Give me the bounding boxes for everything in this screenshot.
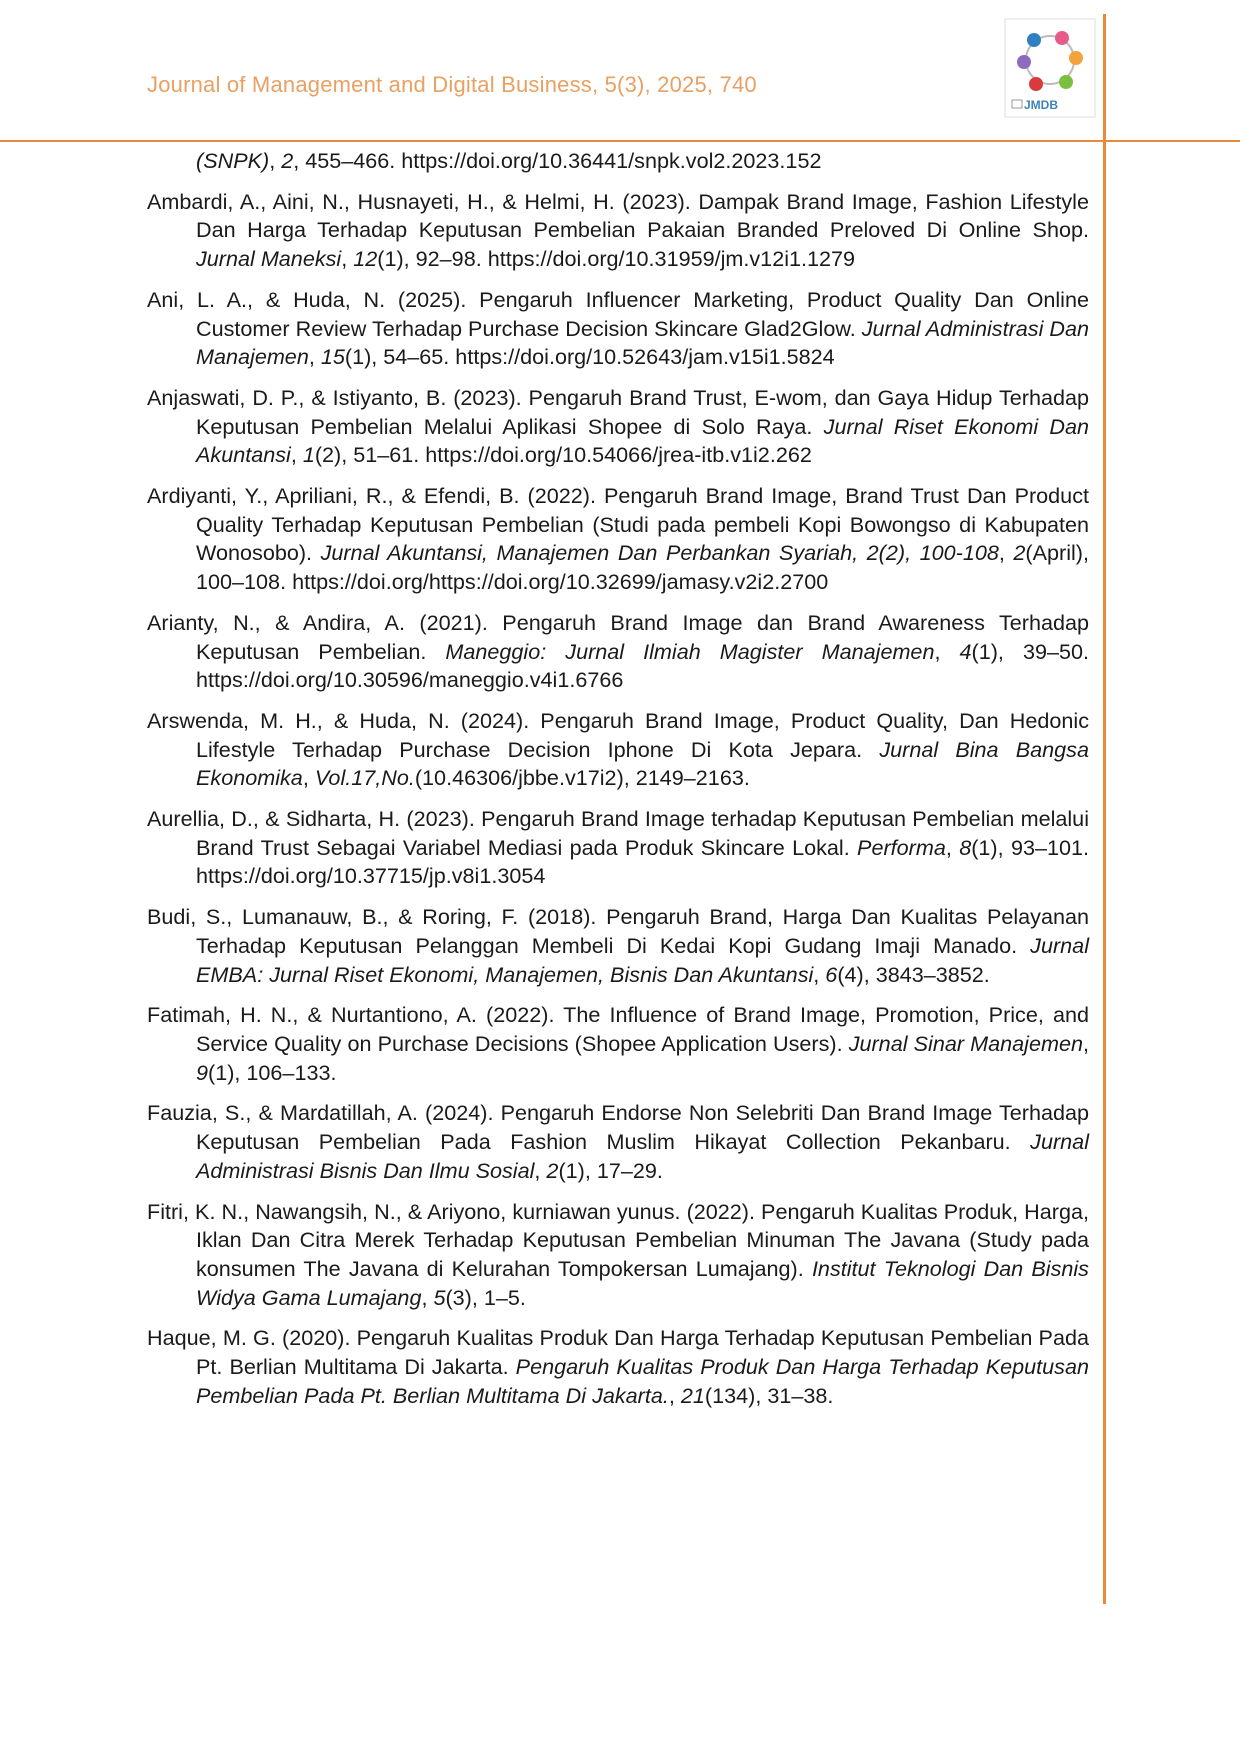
reference-text: Ani, L. A., & Huda, N. (2025). Pengaruh Influencer Marketing, Product Quality Dan Online Customer Review Terhadap Purchase Decision Skincare Glad2Glow. [147, 286, 1089, 341]
reference-list [147, 147, 1089, 1422]
reference-italic-text: 8 [959, 834, 972, 860]
reference-italic-text: 2 [1013, 540, 1026, 566]
reference-text: Ardiyanti, Y., Apriliani, R., & Efendi, B. (2022). Pengaruh Brand Image, Brand Trust Dan Product Quality Terhadap Keputusan Pembelian (Studi pada pembeli Kopi Bowongso di Kabupaten Wonosobo). [147, 483, 1089, 566]
reference-italic-text: Performa [857, 834, 946, 860]
reference-text: (1), 92–98. https://doi.org/10.31959/jm.v12i1.1279 [377, 246, 856, 272]
reference-text: , [813, 961, 826, 987]
reference-text: , [341, 246, 354, 272]
reference-italic-text: 21 [680, 1382, 705, 1408]
reference-text: Budi, S., Lumanauw, B., & Roring, F. (2018). Pengaruh Brand, Harga Dan Kualitas Pelayanan Terhadap Keputusan Pelanggan Membeli Di Kedai Kopi Gudang Imaji Manado. [147, 904, 1089, 958]
reference-text: , [934, 638, 960, 664]
reference-italic-text: Jurnal Maneksi [196, 246, 342, 272]
reference-text: Arswenda, M. H., & Huda, N. (2024). Pengaruh Brand Image, Product Quality, Dan Hedonic Lifestyle Terhadap Purchase Decision Iphone Di Kota Jepara. [147, 707, 1089, 762]
reference-text: (1), 17–29. [558, 1157, 663, 1183]
reference-italic-text: Jurnal Sinar Manajemen [848, 1030, 1083, 1056]
reference-entry [147, 286, 1089, 372]
reference-entry [147, 805, 1089, 891]
reference-text: , [269, 148, 282, 173]
reference-text: , [998, 540, 1014, 566]
reference-italic-text: 15 [320, 344, 345, 370]
reference-text: , [534, 1157, 547, 1183]
reference-italic-text: Jurnal Administrasi Dan Manajemen [196, 315, 1089, 370]
reference-text: (4), 3843–3852. [837, 961, 990, 987]
journal-header-title: Journal of Management and Digital Business, 5(3), 2025, 740 [147, 72, 757, 97]
reference-text: Arianty, N., & Andira, A. (2021). Pengaruh Brand Image dan Brand Awareness Terhadap Keputusan Pembelian. [147, 609, 1089, 664]
reference-entry [147, 482, 1089, 597]
reference-text: , [302, 765, 315, 791]
reference-text: (134), 31–38. [704, 1382, 834, 1408]
reference-text: (3), 1–5. [445, 1284, 526, 1310]
reference-text: , 455–466. https://doi.org/10.36441/snpk.vol2.2023.152 [293, 148, 822, 173]
reference-entry [147, 707, 1089, 793]
reference-italic-text: 9 [196, 1059, 209, 1085]
margin-rule [1103, 14, 1106, 1604]
reference-text: Aurellia, D., & Sidharta, H. (2023). Pengaruh Brand Image terhadap Keputusan Pembelian melalui Brand Trust Sebagai Variabel Mediasi pada Produk Skincare Lokal. [147, 806, 1089, 860]
reference-entry [147, 188, 1089, 274]
reference-italic-text: 1 [302, 442, 315, 468]
reference-text: Ambardi, A., Aini, N., Husnayeti, H., & Helmi, H. (2023). Dampak Brand Image, Fashion Lifestyle Dan Harga Terhadap Keputusan Pembelian Pakaian Branded Preloved Di Online Shop. [147, 188, 1089, 243]
reference-entry [147, 147, 1089, 176]
reference-text: (2), 51–61. https://doi.org/10.54066/jrea-itb.v1i2.262 [314, 442, 812, 468]
reference-text: Fatimah, H. N., & Nurtantiono, A. (2022). The Influence of Brand Image, Promotion, Price, and Service Quality on Purchase Decisions (Shopee Application Users). [147, 1002, 1089, 1056]
reference-text: , [290, 442, 303, 468]
header-divider [0, 140, 1240, 142]
logo-text: JMDB [1024, 98, 1059, 112]
reference-italic-text: Maneggio: Jurnal Ilmiah Magister Manajemen [445, 638, 935, 664]
reference-text: (1), 54–65. https://doi.org/10.52643/jam.v15i1.5824 [344, 344, 835, 370]
reference-entry [147, 1324, 1089, 1410]
reference-entry [147, 609, 1089, 695]
reference-italic-text: Pengaruh Kualitas Produk Dan Harga Terhadap Keputusan Pembelian Pada Pt. Berlian Multitama Di Jakarta. [196, 1354, 1089, 1408]
reference-italic-text: Institut Teknologi Dan Bisnis Widya Gama Lumajang [196, 1255, 1089, 1310]
reference-text: , [668, 1382, 681, 1408]
reference-italic-text: 5 [433, 1284, 446, 1310]
reference-text: Anjaswati, D. P., & Istiyanto, B. (2023). Pengaruh Brand Trust, E-wom, dan Gaya Hidup Terhadap Keputusan Pembelian Melalui Aplikasi Shopee di Solo Raya. [147, 384, 1089, 439]
reference-italic-text: 12 [353, 246, 378, 272]
reference-italic-text: 6 [825, 961, 838, 987]
reference-italic-text: Jurnal Administrasi Bisnis Dan Ilmu Sosial [196, 1129, 1089, 1183]
reference-italic-text: (SNPK) [196, 148, 270, 173]
reference-italic-text: Jurnal Akuntansi, Manajemen Dan Perbankan Syariah, 2(2), 100-108 [320, 540, 999, 566]
reference-entry [147, 1001, 1089, 1087]
reference-text: (1), 106–133. [208, 1059, 337, 1085]
reference-entry [147, 1198, 1089, 1313]
reference-italic-text: Jurnal Riset Ekonomi Dan Akuntansi [196, 413, 1090, 468]
reference-text: Haque, M. G. (2020). Pengaruh Kualitas Produk Dan Harga Terhadap Keputusan Pembelian Pada Pt. Berlian Multitama Di Jakarta. [147, 1325, 1089, 1380]
reference-text: , [945, 834, 960, 860]
reference-text: (1), 93–101. https://doi.org/10.37715/jp.v8i1.3054 [196, 834, 1090, 889]
reference-italic-text: 2 [281, 148, 294, 173]
reference-italic-text: Jurnal Bina Bangsa Ekonomika [196, 736, 1089, 791]
reference-italic-text: 4 [959, 638, 972, 664]
reference-italic-text: 2 [546, 1157, 559, 1183]
reference-text: Fauzia, S., & Mardatillah, A. (2024). Pengaruh Endorse Non Selebriti Dan Brand Image Terhadap Keputusan Pembelian Pada Fashion Muslim Hikayat Collection Pekanbaru. [147, 1100, 1089, 1155]
reference-italic-text: Jurnal EMBA: Jurnal Riset Ekonomi, Manajemen, Bisnis Dan Akuntansi [196, 932, 1089, 987]
reference-text: Fitri, K. N., Nawangsih, N., & Ariyono, kurniawan yunus. (2022). Pengaruh Kualitas Produk, Harga, Iklan Dan Citra Merek Terhadap Keputusan Pembelian Minuman The Javana (Study pada konsumen The Javana di Kelurahan Tompokersan Lumajang). [147, 1198, 1089, 1281]
reference-text: , [308, 344, 321, 370]
reference-entry [147, 384, 1089, 470]
reference-italic-text: Vol.17,No. [314, 765, 415, 791]
reference-text: (April), 100–108. https://doi.org/https://doi.org/10.32699/jamasy.v2i2.2700 [196, 540, 1089, 595]
reference-text: , [1082, 1030, 1089, 1056]
reference-entry [147, 1099, 1089, 1185]
reference-text: (1), 39–50. https://doi.org/10.30596/maneggio.v4i1.6766 [196, 638, 1090, 693]
reference-entry [147, 903, 1089, 989]
reference-text: (10.46306/jbbe.v17i2), 2149–2163. [414, 765, 750, 791]
reference-text: , [421, 1284, 434, 1310]
